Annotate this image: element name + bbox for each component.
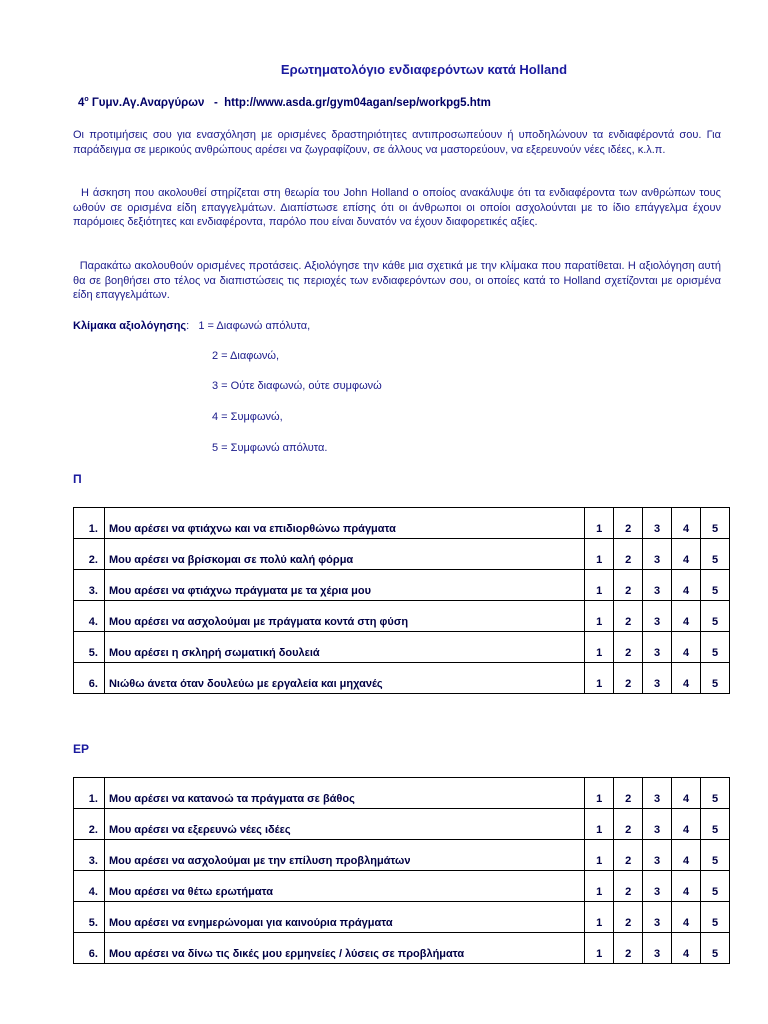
rating-option-2[interactable]: 2 xyxy=(614,663,643,694)
table-row xyxy=(74,809,730,840)
rating-option-5[interactable]: 5 xyxy=(701,601,730,632)
table-row xyxy=(74,663,730,694)
rating-scale-item-3: 3 = Ούτε διαφωνώ, ούτε συμφωνώ xyxy=(212,380,382,392)
rating-option-3[interactable]: 3 xyxy=(643,902,672,933)
rating-option-4[interactable]: 4 xyxy=(672,601,701,632)
rating-option-1[interactable]: 1 xyxy=(585,871,614,902)
rating-option-4[interactable]: 4 xyxy=(672,871,701,902)
rating-option-3[interactable]: 3 xyxy=(643,601,672,632)
rating-option-4[interactable]: 4 xyxy=(672,840,701,871)
item-number: 4. xyxy=(74,601,105,632)
table-row xyxy=(74,778,730,809)
item-number: 6. xyxy=(74,663,105,694)
table-row xyxy=(74,539,730,570)
table-row xyxy=(74,570,730,601)
questionnaire-table-p xyxy=(73,507,730,694)
document-title: Ερωτηματολόγιο ενδιαφερόντων κατά Holland xyxy=(280,62,568,77)
item-statement: Νιώθω άνετα όταν δουλεύω με εργαλεία και μηχανές xyxy=(104,663,584,694)
school-number: 4 xyxy=(78,96,85,109)
rating-option-3[interactable]: 3 xyxy=(643,539,672,570)
table-row xyxy=(74,632,730,663)
item-number: 1. xyxy=(74,508,105,539)
table-row xyxy=(74,933,730,964)
rating-option-3[interactable]: 3 xyxy=(643,632,672,663)
table-row xyxy=(74,871,730,902)
school-and-url: Γυμν.Αγ.Αναργύρων - http://www.asda.gr/gym04agan/sep/workpg5.htm xyxy=(88,96,491,109)
item-number: 3. xyxy=(74,840,105,871)
rating-scale-item-1: 1 = Διαφωνώ απόλυτα, xyxy=(198,320,311,332)
rating-option-3[interactable]: 3 xyxy=(643,778,672,809)
rating-scale-item-5: 5 = Συμφωνώ απόλυτα. xyxy=(212,442,328,454)
table-row xyxy=(74,508,730,539)
rating-option-5[interactable]: 5 xyxy=(701,632,730,663)
rating-option-2[interactable]: 2 xyxy=(614,601,643,632)
rating-option-4[interactable]: 4 xyxy=(672,570,701,601)
intro-paragraph-3: Παρακάτω ακολουθούν ορισμένες προτάσεις. Αξιολόγησε την κάθε μια σχετικά με την κλίμακα που παρατίθεται. Η αξιολόγηση αυτή θα σε βοηθήσει στο τέλος να διαπιστώσεις τις περιοχές των ενδιαφερόντων σου, οι οποίες κατά το Holland σχετίζονται με ορισμένα είδη επαγγελμάτων. xyxy=(73,260,725,301)
item-statement: Μου αρέσει να ασχολούμαι με πράγματα κοντά στη φύση xyxy=(104,601,584,632)
rating-option-2[interactable]: 2 xyxy=(614,539,643,570)
item-statement: Μου αρέσει να θέτω ερωτήματα xyxy=(104,871,584,902)
intro-paragraph-1: Οι προτιμήσεις σου για ενασχόληση με ορισμένες δραστηριότητες αντιπροσωπεύουν ή υποδηλώνουν τα ενδιαφέροντά σου. Για παράδειγμα σε μερικούς ανθρώπους αρέσει να ζωγραφίζουν, σε άλλους να μαστορεύουν, να εξερευνούν νέες ιδέες, κ.λ.π. xyxy=(73,129,721,156)
table-row xyxy=(74,601,730,632)
item-statement: Μου αρέσει να κατανοώ τα πράγματα σε βάθος xyxy=(104,778,584,809)
rating-option-1[interactable]: 1 xyxy=(585,570,614,601)
ordinal-superscript: ο xyxy=(84,96,89,103)
item-statement: Μου αρέσει να ασχολούμαι με την επίλυση προβλημάτων xyxy=(104,840,584,871)
school-source-line xyxy=(78,96,491,109)
rating-option-1[interactable]: 1 xyxy=(585,601,614,632)
item-number: 5. xyxy=(74,632,105,663)
rating-scale-item-2: 2 = Διαφωνώ, xyxy=(212,350,280,362)
rating-option-5[interactable]: 5 xyxy=(701,840,730,871)
rating-option-4[interactable]: 4 xyxy=(672,778,701,809)
rating-option-5[interactable]: 5 xyxy=(701,539,730,570)
rating-option-4[interactable]: 4 xyxy=(672,632,701,663)
item-number: 1. xyxy=(74,778,105,809)
rating-option-4[interactable]: 4 xyxy=(672,508,701,539)
rating-option-3[interactable]: 3 xyxy=(643,570,672,601)
rating-option-5[interactable]: 5 xyxy=(701,902,730,933)
rating-scale-separator: : xyxy=(186,320,199,332)
item-statement: Μου αρέσει να δίνω τις δικές μου ερμηνείες / λύσεις σε προβλήματα xyxy=(104,933,584,964)
rating-option-2[interactable]: 2 xyxy=(614,871,643,902)
rating-option-3[interactable]: 3 xyxy=(643,933,672,964)
table-row xyxy=(74,902,730,933)
rating-option-5[interactable]: 5 xyxy=(701,570,730,601)
item-number: 2. xyxy=(74,539,105,570)
rating-option-2[interactable]: 2 xyxy=(614,632,643,663)
item-number: 5. xyxy=(74,902,105,933)
item-statement: Μου αρέσει να φτιάχνω πράγματα με τα χέρια μου xyxy=(104,570,584,601)
rating-option-5[interactable]: 5 xyxy=(701,871,730,902)
rating-option-5[interactable]: 5 xyxy=(701,508,730,539)
rating-scale-heading xyxy=(73,320,310,332)
rating-scale-item-4: 4 = Συμφωνώ, xyxy=(212,411,283,423)
section-label-p: Π xyxy=(73,472,82,486)
item-number: 4. xyxy=(74,871,105,902)
item-statement: Μου αρέσει να φτιάχνω και να επιδιορθώνω πράγματα xyxy=(104,508,584,539)
item-statement: Μου αρέσει να εξερευνώ νέες ιδέες xyxy=(104,809,584,840)
rating-option-1[interactable]: 1 xyxy=(585,778,614,809)
rating-option-1[interactable]: 1 xyxy=(585,933,614,964)
rating-option-2[interactable]: 2 xyxy=(614,778,643,809)
rating-option-4[interactable]: 4 xyxy=(672,902,701,933)
rating-option-5[interactable]: 5 xyxy=(701,809,730,840)
rating-option-4[interactable]: 4 xyxy=(672,809,701,840)
rating-option-5[interactable]: 5 xyxy=(701,778,730,809)
rating-option-2[interactable]: 2 xyxy=(614,840,643,871)
questionnaire-table-er xyxy=(73,777,730,964)
rating-option-3[interactable]: 3 xyxy=(643,809,672,840)
rating-option-3[interactable]: 3 xyxy=(643,663,672,694)
rating-option-3[interactable]: 3 xyxy=(643,840,672,871)
rating-option-3[interactable]: 3 xyxy=(643,871,672,902)
rating-option-4[interactable]: 4 xyxy=(672,663,701,694)
rating-option-1[interactable]: 1 xyxy=(585,663,614,694)
item-number: 6. xyxy=(74,933,105,964)
rating-option-1[interactable]: 1 xyxy=(585,508,614,539)
rating-scale-label: Κλίμακα αξιολόγησης xyxy=(73,320,187,332)
rating-option-1[interactable]: 1 xyxy=(585,632,614,663)
rating-option-2[interactable]: 2 xyxy=(614,809,643,840)
section-label-er: ΕΡ xyxy=(73,742,90,756)
item-number: 3. xyxy=(74,570,105,601)
item-statement: Μου αρέσει να ενημερώνομαι για καινούρια πράγματα xyxy=(104,902,584,933)
rating-option-1[interactable]: 1 xyxy=(585,902,614,933)
rating-option-1[interactable]: 1 xyxy=(585,840,614,871)
item-number: 2. xyxy=(74,809,105,840)
rating-option-4[interactable]: 4 xyxy=(672,539,701,570)
intro-paragraph-2: Η άσκηση που ακολουθεί στηρίζεται στη θεωρία του John Holland ο οποίος ανακάλυψε ότι τα ενδιαφέροντα των ανθρώπων τους ωθούν σε ορισμένα είδη επαγγελμάτων. Διαπίστωσε επίσης ότι οι άνθρωποι οι οποίοι ασχολούνται με το ίδιο επάγγελμα έχουν παρόμοιες δεξιότητες και ενδιαφέροντα, παρόλο που είναι δυνατόν να έχουν διαφορετικές αξίες. xyxy=(73,187,725,228)
rating-option-2[interactable]: 2 xyxy=(614,933,643,964)
rating-option-2[interactable]: 2 xyxy=(614,570,643,601)
rating-option-3[interactable]: 3 xyxy=(643,508,672,539)
rating-option-5[interactable]: 5 xyxy=(701,933,730,964)
rating-option-1[interactable]: 1 xyxy=(585,539,614,570)
item-statement: Μου αρέσει η σκληρή σωματική δουλειά xyxy=(104,632,584,663)
item-statement: Μου αρέσει να βρίσκομαι σε πολύ καλή φόρμα xyxy=(104,539,584,570)
rating-option-5[interactable]: 5 xyxy=(701,663,730,694)
rating-option-2[interactable]: 2 xyxy=(614,508,643,539)
rating-option-1[interactable]: 1 xyxy=(585,809,614,840)
rating-option-2[interactable]: 2 xyxy=(614,902,643,933)
table-row xyxy=(74,840,730,871)
rating-option-4[interactable]: 4 xyxy=(672,933,701,964)
